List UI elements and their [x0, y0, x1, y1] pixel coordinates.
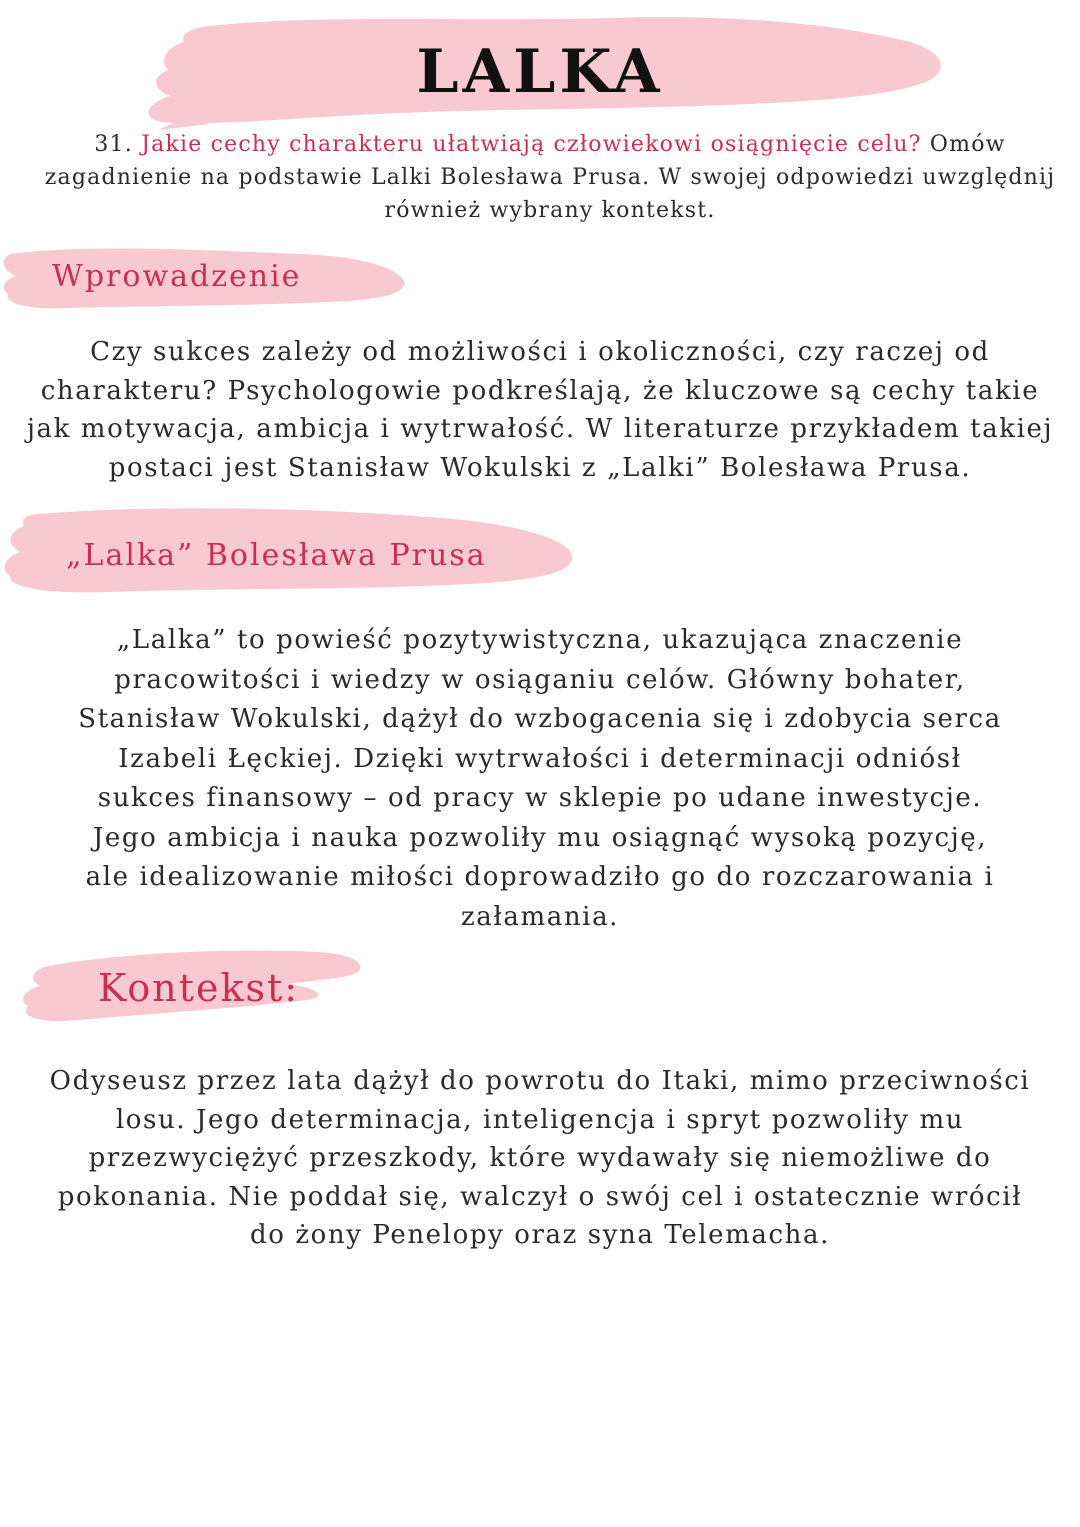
- question-accent: Jakie cechy charakteru ułatwiają człowiekowi osiągnięcie celu?: [141, 132, 922, 157]
- lalka-line: „Lalka” to powieść pozytywistyczna, ukazująca znaczenie: [116, 625, 964, 655]
- context-heading: Kontekst:: [98, 966, 300, 1010]
- intro-heading: Wprowadzenie: [52, 259, 302, 294]
- context-line: do żony Penelopy oraz syna Telemacha.: [250, 1220, 830, 1250]
- intro-line: postaci jest Stanisław Wokulski z „Lalki” Bolesława Prusa.: [108, 452, 972, 483]
- question-rest-2: zagadnienie na podstawie Lalki Bolesława Prusa. W swojej odpowiedzi uwzględnij: [44, 165, 1056, 190]
- question-rest-1: Omów: [929, 132, 1006, 157]
- intro-line: jak motywacja, ambicja i wytrwałość. W literaturze przykładem takiej: [26, 414, 1054, 444]
- intro-paragraph: [20, 333, 1060, 487]
- lalka-line: Stanisław Wokulski, dążył do wzbogacenia się i zdobycia serca: [78, 704, 1002, 734]
- lalka-line: sukces finansowy – od pracy w sklepie po udane inwestycje.: [97, 783, 983, 813]
- lalka-paragraph: [20, 621, 1060, 937]
- context-line: losu. Jego determinacja, inteligencja i spryt pozwoliły mu: [115, 1104, 965, 1135]
- lalka-line: Izabeli Łęckiej. Dzięki wytrwałości i determinacji odniósł: [118, 743, 962, 774]
- context-line: Odyseusz przez lata dążył do powrotu do Itaki, mimo przeciwności: [49, 1066, 1031, 1096]
- lalka-line: pracowitości i wiedzy w osiąganiu celów. Główny bohater,: [114, 664, 966, 695]
- lalka-line: załamania.: [460, 901, 620, 932]
- lalka-heading: „Lalka” Bolesława Prusa: [66, 538, 487, 573]
- context-line: pokonania. Nie poddał się, walczył o swój cel i ostatecznie wrócił: [57, 1181, 1023, 1212]
- intro-line: Czy sukces zależy od możliwości i okoliczności, czy raczej od: [90, 337, 990, 367]
- context-line: przezwyciężyć przeszkody, które wydawały się niemożliwe do: [88, 1143, 992, 1173]
- lalka-line: Jego ambicja i nauka pozwoliły mu osiągnąć wysoką pozycję,: [92, 822, 988, 853]
- question-number: 31.: [94, 132, 133, 157]
- question-rest-3: również wybrany kontekst.: [384, 198, 716, 223]
- lalka-line: ale idealizowanie miłości doprowadziło go do rozczarowania i: [85, 862, 995, 892]
- page-title: LALKA: [416, 37, 664, 107]
- context-paragraph: [20, 1062, 1060, 1255]
- question-text: [30, 128, 1070, 227]
- intro-line: charakteru? Psychologowie podkreślają, że kluczowe są cechy takie: [40, 375, 1040, 406]
